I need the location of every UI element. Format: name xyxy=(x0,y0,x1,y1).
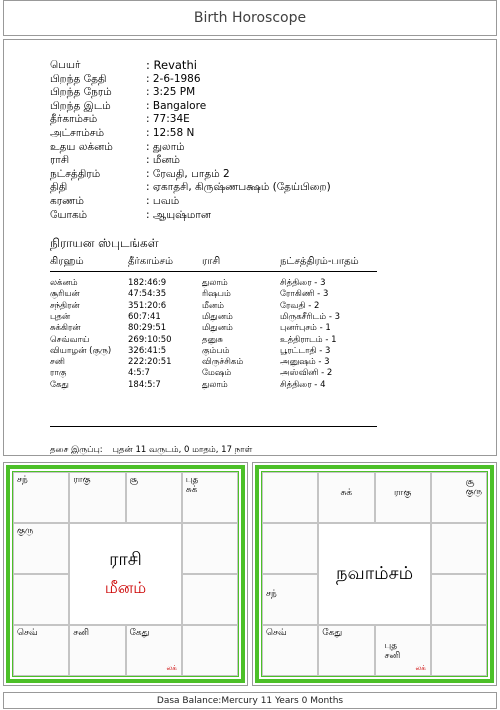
house-cell-dhanus xyxy=(13,625,69,676)
house-cell-kataka xyxy=(182,523,238,574)
house-cell-makara xyxy=(13,574,69,625)
planet-label: செவ் xyxy=(17,628,38,638)
planet-list xyxy=(319,488,373,498)
rasi-chart-frame xyxy=(6,465,245,683)
birth-details-panel xyxy=(3,39,497,456)
chart-title: நவாம்சம் xyxy=(335,562,414,584)
table-cell: சுக்கிரன் xyxy=(50,323,81,334)
detail-label: கரணம் xyxy=(50,195,84,207)
column-header: தீர்காம்சம் xyxy=(128,256,173,267)
table-row xyxy=(50,357,377,368)
house-cell-thula xyxy=(375,625,431,676)
detail-value: : 12:58 N xyxy=(146,127,195,139)
planet-label: ராகு xyxy=(73,475,91,485)
detail-label: தீர்காம்சம் xyxy=(50,113,98,126)
table-header xyxy=(50,256,377,272)
table-cell: துலாம் xyxy=(202,278,228,288)
table-cell: மிருகசீரிடம் - 3 xyxy=(280,311,340,322)
detail-value: : மீனம் xyxy=(146,154,180,167)
detail-label: உதய லக்னம் xyxy=(50,140,113,153)
house-cell-meena xyxy=(13,472,69,523)
table-row xyxy=(50,278,377,289)
house-cell-dhanus xyxy=(262,625,318,676)
house-cell-thula xyxy=(126,625,182,676)
table-cell: சித்திரை - 3 xyxy=(280,278,326,288)
house-cell-simha xyxy=(431,574,487,625)
planet-list xyxy=(73,628,121,638)
table-row xyxy=(50,368,377,379)
detail-label: ராசி xyxy=(50,154,70,167)
table-cell: 326:41:5 xyxy=(128,345,167,356)
lagna-marker: லக் xyxy=(166,664,177,672)
planet-label: ராகு xyxy=(393,488,412,498)
table-cell: மிதுனம் xyxy=(202,323,233,334)
planet-label: குரு xyxy=(17,526,34,536)
planet-label: சூ xyxy=(129,475,139,485)
column-header: கிரஹம் xyxy=(50,256,84,267)
planet-label: சனி xyxy=(73,628,89,638)
table-divider xyxy=(50,426,377,427)
detail-label: யோகம் xyxy=(50,208,88,221)
table-cell: 60:7:41 xyxy=(128,311,161,322)
chart-subtitle: மீனம் xyxy=(104,578,147,597)
table-cell: புனர்புசம் - 1 xyxy=(280,323,331,334)
planet-list xyxy=(266,589,314,599)
table-row xyxy=(50,289,377,300)
house-cell-kanya xyxy=(182,625,238,676)
detail-value: : பவம் xyxy=(146,195,180,207)
table-cell: அஸ்வினி - 2 xyxy=(280,368,333,379)
table-cell: விருச்சிகம் xyxy=(202,357,244,368)
planet-list xyxy=(17,526,65,536)
table-cell: ராகு xyxy=(50,368,67,379)
house-cell-vrischika xyxy=(318,625,374,676)
planet-list xyxy=(385,641,401,661)
house-cell-vrischika xyxy=(69,625,125,676)
detail-label: பிறந்த தேதி xyxy=(50,72,107,85)
planet-list xyxy=(266,628,314,638)
table-cell: மேஷம் xyxy=(202,368,232,379)
table-cell: தனுசு xyxy=(202,334,223,345)
detail-label: அட்சாம்சம் xyxy=(50,127,105,139)
planet-label: புத xyxy=(384,641,398,651)
navamsa-chart-frame xyxy=(255,465,494,683)
table-cell: புதன் xyxy=(50,311,71,322)
column-header: ராசி xyxy=(202,256,221,267)
table-row xyxy=(50,346,377,357)
planet-list xyxy=(322,628,370,638)
table-cell: 351:20:6 xyxy=(128,300,167,311)
table-cell: சந்திரன் xyxy=(50,300,80,311)
planet-label: சனி xyxy=(384,651,401,661)
table-cell: அனுஷம் - 3 xyxy=(280,357,330,368)
planet-label: புத xyxy=(185,475,199,485)
rasi-chart xyxy=(3,462,248,686)
table-cell: சனி xyxy=(50,357,65,368)
detail-label: பிறந்த இடம் xyxy=(50,99,111,112)
planet-list xyxy=(17,475,65,485)
detail-value: : 3:25 PM xyxy=(146,86,196,99)
house-cell-mesha xyxy=(318,472,374,523)
table-cell: 80:29:51 xyxy=(128,323,167,334)
table-cell: ரோகிணி - 3 xyxy=(280,289,329,300)
table-cell: செவ்வாய் xyxy=(50,334,90,345)
detail-value: : ரேவதி, பாதம் 2 xyxy=(146,167,230,180)
table-cell: துலாம் xyxy=(202,379,228,390)
house-cell-kataka xyxy=(431,523,487,574)
rasi-grid xyxy=(12,471,239,677)
table-cell: 269:10:50 xyxy=(128,334,172,345)
table-cell: 4:5:7 xyxy=(128,368,150,379)
dasa-iruppu xyxy=(50,445,252,456)
table-row xyxy=(50,380,377,391)
planet-list xyxy=(73,475,121,485)
column-header: நட்சத்திரம்-பாதம் xyxy=(280,256,359,267)
table-row xyxy=(50,335,377,346)
table-cell: பூரட்டாதி - 3 xyxy=(280,345,331,356)
table-cell: சூரியன் xyxy=(50,289,80,300)
detail-value: : 2-6-1986 xyxy=(146,72,201,85)
planet-label: குரு xyxy=(465,487,482,497)
table-cell: சித்திரை - 4 xyxy=(280,379,326,390)
table-cell: உத்திராடம் - 1 xyxy=(280,334,337,345)
table-row xyxy=(50,301,377,312)
house-cell-mithuna xyxy=(431,472,487,523)
dasa-value: புதன் 11 வருடம், 0 மாதம், 17 நாள் xyxy=(112,445,253,455)
detail-value: : ஏகாதசி, கிருஷ்ணபக்ஷம் (தேய்பிறை) xyxy=(146,181,331,194)
detail-label: திதி xyxy=(50,181,68,194)
detail-value: : 77:34E xyxy=(146,113,190,126)
house-cell-rishaba xyxy=(375,472,431,523)
chart-title: ராசி xyxy=(109,549,142,570)
table-row xyxy=(50,312,377,323)
detail-value: : Revathi xyxy=(146,58,197,72)
page-header xyxy=(3,0,497,36)
planet-label: கேது xyxy=(129,628,150,638)
dasa-balance-text: Dasa Balance:Mercury 11 Years 0 Months xyxy=(156,695,344,706)
planet-list xyxy=(466,477,482,497)
detail-value: : Bangalore xyxy=(146,99,207,112)
detail-label: நட்சத்திரம் xyxy=(50,167,101,180)
house-cell-meena xyxy=(262,472,318,523)
planet-list xyxy=(130,475,178,485)
table-cell: 222:20:51 xyxy=(128,357,172,368)
house-cell-mithuna xyxy=(182,472,238,523)
chart-center xyxy=(69,523,182,625)
planet-list xyxy=(17,628,65,638)
house-cell-rishaba xyxy=(126,472,182,523)
table-cell: லக்னம் xyxy=(50,278,78,288)
table-row xyxy=(50,323,377,334)
table-cell: கும்பம் xyxy=(202,345,230,356)
dasa-label: தசை இருப்பு: xyxy=(50,445,103,455)
house-cell-kumbha xyxy=(262,523,318,574)
planet-label: சந் xyxy=(266,589,277,599)
planet-label: சந் xyxy=(17,475,28,485)
table-cell: கேது xyxy=(50,379,69,390)
planet-label: கேது xyxy=(322,628,343,638)
table-cell: மிதுனம் xyxy=(202,311,233,322)
planet-list xyxy=(130,628,178,638)
table-cell: 184:5:7 xyxy=(128,379,161,390)
dasa-balance-footer xyxy=(3,692,497,709)
table-cell: வியாழன் (குரு) xyxy=(50,345,112,356)
house-cell-mesha xyxy=(69,472,125,523)
chart-center xyxy=(318,523,431,625)
house-cell-kumbha xyxy=(13,523,69,574)
spudangal-title: நிராயன ஸ்புடங்கள் xyxy=(50,236,159,250)
detail-label: பெயர் xyxy=(50,59,81,71)
planet-label: செவ் xyxy=(266,628,287,638)
house-cell-simha xyxy=(182,574,238,625)
detail-label: பிறந்த நேரம் xyxy=(50,86,112,99)
lagna-marker: லக் xyxy=(415,664,426,672)
table-cell: ரேவதி - 2 xyxy=(280,300,320,311)
detail-value: : துலாம் xyxy=(146,140,185,153)
house-cell-kanya xyxy=(431,625,487,676)
table-cell: மீனம் xyxy=(202,300,224,311)
table-cell: 47:54:35 xyxy=(128,289,167,300)
planet-label: சூ xyxy=(465,477,475,487)
planet-list xyxy=(186,475,234,495)
house-cell-makara xyxy=(262,574,318,625)
navamsa-grid xyxy=(261,471,488,677)
table-cell: 182:46:9 xyxy=(128,278,167,288)
navamsa-chart xyxy=(252,462,497,686)
planet-label: சுக் xyxy=(340,488,353,498)
table-cell: ரிஷபம் xyxy=(202,289,231,300)
planet-list xyxy=(376,488,430,498)
planet-label: சுக் xyxy=(185,485,198,495)
page-title: Birth Horoscope xyxy=(193,10,307,26)
detail-value: : ஆயுஷ்மான xyxy=(146,208,212,221)
